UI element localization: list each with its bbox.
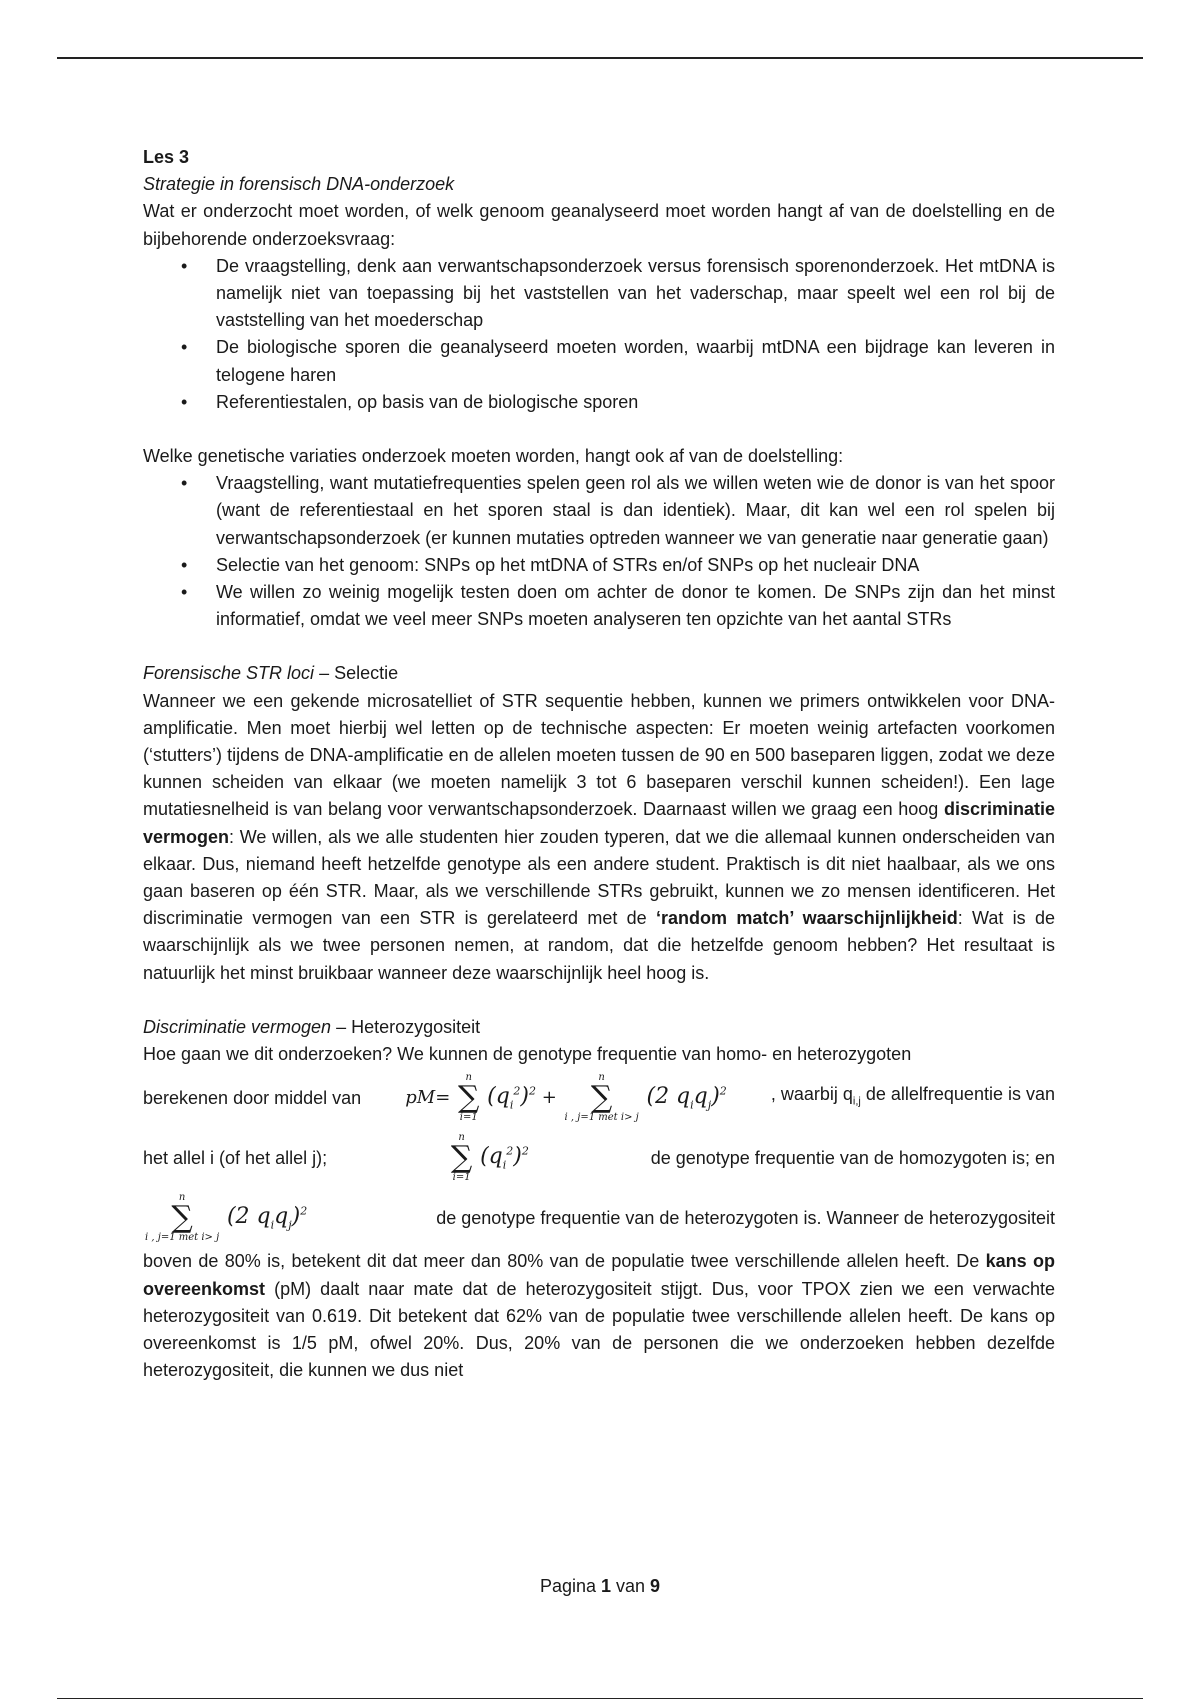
formula-homo: n ∑ i=1 $(q_i^2)^2$ [450,1132,529,1184]
list-item: • We willen zo weinig mogelijk testen doen om achter de donor te komen. De SNPs zijn dan het minst informatief, omdat we veel meer SNPs moeten analyseren ten opzichte van het aantal STRs [143,579,1055,633]
section1-bullets [143,253,1055,416]
list-item: • Vraagstelling, want mutatiefrequenties spelen geen rol als we willen weten wie de donor is van het spoor (want de referentiestaal en het sporen staal is dan identiek). Maar, dit kan wel een rol spelen bij verwantschapsonderzoek (er kunnen mutaties optreden wanneer we van generatie naar generatie gaan) [143,470,1055,552]
section4-line1: Hoe gaan we dit onderzoeken? We kunnen de genotype frequentie van homo- en heterozygoten [143,1044,912,1065]
list-item: • De biologische sporen die geanalyseerd moeten worden, waarbij mtDNA een bijdrage kan leveren in telogene haren [143,334,1055,388]
section4-body: boven de 80% is, betekent dit dat meer dan 80% van de populatie twee verschillende allelen heeft. De kans op overeenkomst (pM) daalt naar mate dat de heterozygositeit stijgt. Dus, voor TPOX zien we een verwachte heterozygositeit van 0.619. Dit betekent dat 62% van de populatie twee verschillende allelen heeft. De kans op overeenkomst is 1/5 pM, ofwel 20%. Dus, 20% van de personen die we onderzoeken hebben dezelfde heterozygositeit, die kunnen we dus niet [143,1251,1055,1381]
section3-title: Forensische STR loci – Selectie [143,663,399,684]
list-item: • De vraagstelling, denk aan verwantschapsonderzoek versus forensisch sporenonderzoek. Het mtDNA is namelijk niet van toepassing bij het vaststellen van het vaderschap, maar speelt wel een rol bij de vaststelling van het moederschap [143,253,1055,335]
formula-hetero: n ∑ i , j=1 met i> j (2 $q_iq_j)^2$ [145,1192,308,1244]
header-rule [57,57,1143,59]
formula-homo-line: het allel i (of het allel j); n ∑ i=1 $(q_i^2)^2$ de genotype frequentie van de homozygoten is; en [143,1132,1055,1184]
footer-rule [57,1698,1143,1699]
section1-intro: Wat er onderzocht moet worden, of welk genoom geanalyseerd moet worden hangt af van de doelstelling en de bijbehorende onderzoeksvraag: [143,201,1055,249]
page-footer: Pagina 1 van 9 [539,1576,661,1596]
section2-intro: Welke genetische variaties onderzoek moeten worden, hangt ook af van de doelstelling: [143,446,844,467]
formula-pm-line: berekenen door middel van pM= n ∑ i=1 $(q_i^2)^2$ + n ∑ i , j=1 met i> j (2 $q_iq_j)^2$ , waarbij $q_{i,j}$ de allelfrequentie is van [143,1072,1055,1124]
list-item: • Referentiestalen, op basis van de biologische sporen [143,389,1055,416]
document-body [143,144,1055,1384]
section3-body: Wanneer we een gekende microsatelliet of STR sequentie hebben, kunnen we primers ontwikkelen voor DNA-amplificatie. Men moet hierbij wel letten op de technische aspecten: Er moeten weinig artefacten voorkomen (‘stutters’) tijdens de DNA-amplificatie en de allelen moeten tussen de 90 en 500 baseparen liggen, zodat we deze kunnen scheiden van elkaar (we moeten namelijk 3 tot 6 baseparen verschil kunnen scheiden!). Een lage mutatiesnelheid is van belang voor verwantschapsonderzoek. Daarnaast willen we graag een hoog discriminatie vermogen: We willen, als we alle studenten hier zouden typeren, dat we die allemaal kunnen onderscheiden van elkaar. Dus, niemand heeft hetzelfde genotype als een andere student. Praktisch is dit niet haalbaar, als we ons gaan baseren op één STR. Maar, als we verschillende STRs gebruikt, kunnen we zo mensen identificeren. Het discriminatie vermogen van een STR is gerelateerd met de ‘random match’ waarschijnlijkheid: Wat is de waarschijnlijk als we twee personen nemen, at random, dat die hetzelfde genoom hebben? Het resultaat is natuurlijk het minst bruikbaar wanneer deze waarschijnlijk heel hoog is. [143,690,1056,983]
list-item: • Selectie van het genoom: SNPs op het mtDNA of STRs en/of SNPs op het nucleair DNA [143,552,1055,579]
formula-hetero-line: n ∑ i , j=1 met i> j (2 $q_iq_j)^2$ de genotype frequentie van de heterozygoten is. Wanneer de heterozygositeit [145,1192,1055,1244]
section4-title: Discriminatie vermogen – Heterozygositeit [143,1016,481,1037]
formula-pm: pM= n ∑ i=1 $(q_i^2)^2$ + n ∑ i , j=1 met i> j (2 $q_iq_j)^2$ [405,1072,727,1124]
section1-title: Strategie in forensisch DNA-onderzoek [143,174,455,195]
section2-bullets [143,470,1055,633]
lesson-title: Les 3 [143,147,190,167]
